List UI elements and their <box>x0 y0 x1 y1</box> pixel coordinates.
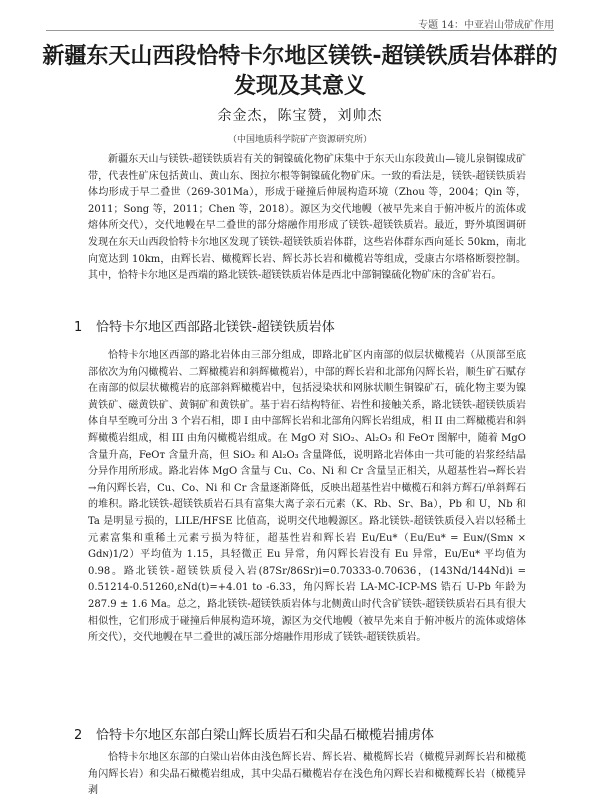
section-1-heading <box>74 316 534 335</box>
abstract-paragraph: 新疆东天山与镁铁-超镁铁质岩有关的铜镍硫化物矿床集中于东天山东段黄山—镜儿泉铜镍成矿带，代表性矿床包括黄山、黄山东、图拉尔根等铜镍硫化物矿床。一致的看法是，镁铁-超镁铁质岩体均形成于早二叠世（269-301Ma），形成于碰撞后伸展构造环境（Zhou 等，2004；Qin 等，2011；Song 等，2011；Chen 等，2018）。源区为交代地幔（被早先来自于俯冲板片的流体或熔体所交代），交代地幔在早二叠世的部分熔融作用形成了镁铁-超镁铁质岩。最近，野外填图调研发现在东天山西段恰特卡尔地区发现了镁铁-超镁铁质岩体群，这些岩体群东西向延长 50km，南北向宽达到 10km，由辉长岩、橄榄辉长岩、辉长苏长岩和橄榄岩等组成，受康古尔塔格断裂控制。其中，恰特卡尔地区是西端的路北镁铁-超镁铁质岩体是西北中部铜镍硫化物矿床的含矿岩石。 <box>88 154 526 282</box>
section-title: 恰特卡尔地区东部白梁山辉长质岩石和尖晶石橄榄岩捕虏体 <box>96 728 435 743</box>
paper-title: 新疆东天山西段恰特卡尔地区镁铁-超镁铁质岩体群的发现及其意义 <box>42 44 558 99</box>
section-2-body: 恰特卡尔地区东部的白梁山岩体由浅色辉长岩、辉长岩、橄榄辉长岩（橄榄异剥辉长岩和橄榄角闪辉长岩）和尖晶石橄榄岩组成，其中尖晶石橄榄岩存在浅色角闪辉长岩和橄榄辉长岩（橄榄异剥 <box>88 752 526 797</box>
authors: 余金杰，陈宝赞，刘帅杰 <box>217 108 383 124</box>
header-rule <box>46 30 554 31</box>
section-1-body: 恰特卡尔地区西部的路北岩体由三部分组成，即路北矿区内南部的似层状橄榄岩（从顶部至底部依次为角闪橄榄岩、二辉橄榄岩和斜辉橄榄岩），中部的辉长岩和北部角闪辉长岩，顺生矿石赋存在南部的似层状橄榄岩的底部斜辉橄榄岩中，包括浸染状和网脉状顺生铜镍矿石，硫化物主要为镍黄铁矿、磁黄铁矿、黄铜矿和黄铁矿。基于岩石结构特征、岩性和接触关系，路北镁铁-超镁铁质岩体自早至晚可分出 3 个岩石相，即 I 由中部辉长岩和北部角闪辉长岩组成，相 II 由二辉橄榄岩和斜辉橄榄岩组成，相 III 由角闪橄榄岩组成。在 MgO 对 SiO₂、Al₂O₃ 和 FeOᴛ 图解中，随着 MgO 含量升高，FeOᴛ 含量升高，但 SiO₂ 和 Al₂O₃ 含量降低，说明路北岩体由一共可能的岩浆经结晶分异作用所形成。路北岩体 MgO 含量与 Cu、Co、Ni 和 Cr 含量呈正相关，从超基性岩→辉长岩→角闪辉长岩，Cu、Co、Ni 和 Cr 含量逐渐降低，反映出超基性岩中橄榄石和斜方辉石/单斜辉石的堆积。路北镁铁-超镁铁质岩石具有富集大离子亲石元素（K、Rb、Sr、Ba），Pb 和 U，Nb 和 Ta 是明显亏损的，LILE/HFSE 比值高，说明交代地幔源区。路北镁铁-超镁铁质侵入岩以轻稀土元素富集和重稀土元素亏损为特征，超基性岩和辉长岩 Eu/Eu*（Eu/Eu* = Euɴ/(Smɴ × Gdɴ)1/2）平均值为 1.15，具轻微正 Eu 异常，角闪辉长岩没有 Eu 异常，Eu/Eu* 平均值为 0.98。路北镁铁-超镁铁质侵入岩(87Sr/86Sr)i=0.70333-0.70636，(143Nd/144Nd)i = 0.51214-0.51260,εNd(t)=+4.01 to -6.33，角闪辉长岩 LA-MC-ICP-MS 锆石 U-Pb 年龄为 287.9 ± 1.6 Ma。总之，路北镁铁-超镁铁质岩体与北侧黄山时代含矿镁铁-超镁铁质岩石具有很大相似性，它们形成于碰撞后伸展构造环境，源区为交代地幔（被早先来自于俯冲板片的流体或熔体所交代），交代地幔在早二叠世的减压部分熔融作用形成了镁铁-超镁铁质岩。 <box>88 350 526 644</box>
section-2-heading <box>74 724 534 743</box>
section-number: 2 <box>74 728 83 743</box>
section-number: 1 <box>74 320 83 335</box>
running-header: 专题 14：中亚岩山带成矿作用 <box>418 20 554 31</box>
affiliation: （中国地质科学院矿产资源研究所） <box>227 135 372 145</box>
section-title: 恰特卡尔地区西部路北镁铁-超镁铁质岩体 <box>96 320 335 335</box>
